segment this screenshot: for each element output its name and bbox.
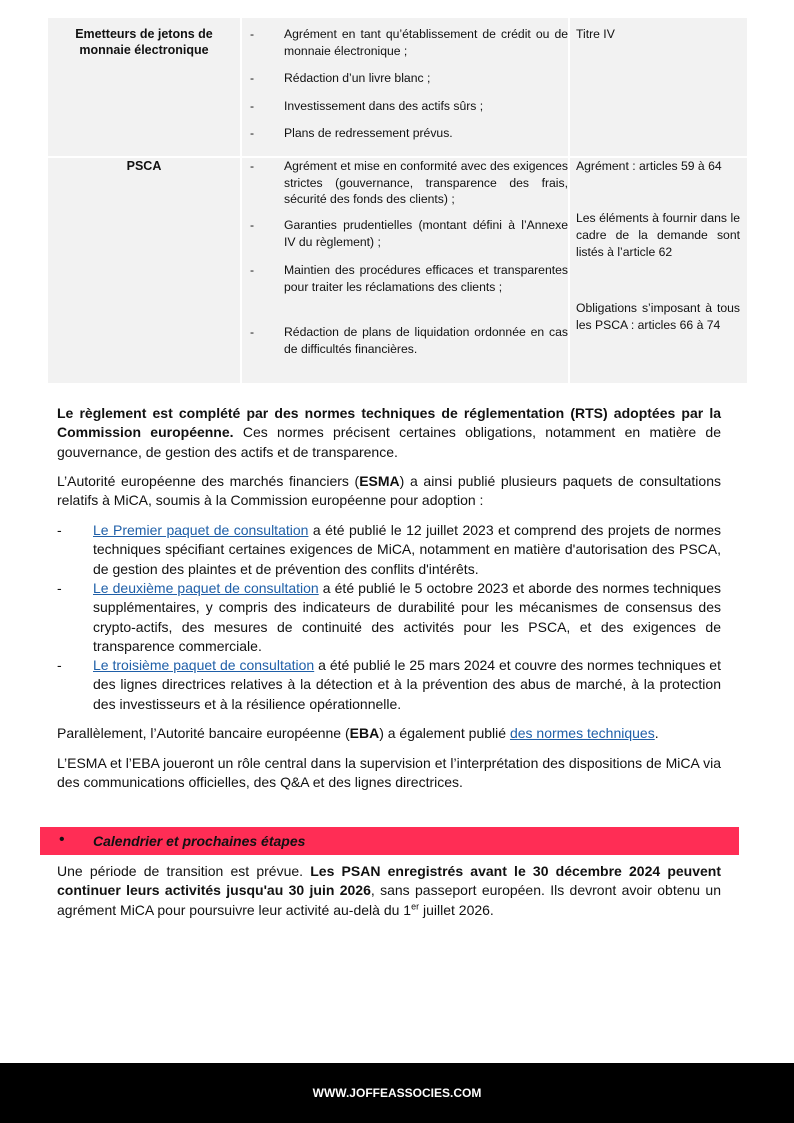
requirements-table: [48, 18, 747, 383]
row-category: Emetteurs de jetons de monnaie électronique: [75, 27, 213, 57]
row-reference: Les éléments à fournir dans le cadre de la demande sont listés à l’article 62: [576, 211, 740, 259]
table-row: [48, 18, 747, 156]
footer: [0, 1063, 794, 1123]
bullet-icon: •: [59, 831, 65, 848]
row-reference: Titre IV: [576, 27, 615, 41]
consultation-link-1[interactable]: Le Premier paquet de consultation: [93, 522, 309, 538]
paragraph-rts: [57, 404, 721, 462]
table-row: [48, 158, 747, 383]
paragraph-esma: L’Autorité européenne des marchés financiers (ESMA) a ainsi publié plusieurs paquets de consultations relatifs à MiCA, soumis à la Commission européenne pour adoption :: [57, 473, 721, 509]
row-reference: Agrément : articles 59 à 64: [576, 159, 722, 173]
paragraph-text: Ces normes précisent certaines obligations, notamment en matière de gouvernance, de gestion des actifs et de transparence.: [57, 424, 721, 460]
paragraph-supervision: L’ESMA et l’EBA joueront un rôle central dans la supervision et l’interprétation des dispositions de MiCA via des communications officielles, des Q&A et des lignes directrices.: [57, 755, 721, 791]
technical-standards-link[interactable]: des normes techniques: [509, 725, 655, 741]
row-category: PSCA: [126, 159, 162, 173]
section-heading: Calendrier et prochaines étapes: [93, 833, 306, 849]
bold-text: Le règlement est complété par des normes techniques de réglementation (RTS) adoptées par la Commission européenne.: [57, 405, 721, 441]
consultation-link-2[interactable]: Le deuxième paquet de consultation: [93, 580, 319, 596]
row-items: - Agrément en tant qu’établissement de crédit ou de monnaie électronique ; - Rédaction d’un livre blanc ; - Investissement dans des actifs sûrs ; - Plans de redressement prévus.: [250, 27, 568, 140]
consultation-link-3[interactable]: Le troisième paquet de consultation: [93, 657, 315, 673]
bold-text: EBA: [349, 725, 380, 741]
footer-website: WWW.JOFFEASSOCIES.COM: [312, 1086, 482, 1100]
section-banner: [40, 827, 739, 855]
bold-text: Les PSAN enregistrés avant le 30 décembre 2024 peuvent continuer leurs activités jusqu'au 30 juin 2026: [57, 863, 722, 899]
row-items: - Agrément et mise en conformité avec des exigences strictes (gouvernance, transparence des frais, sécurité des fonds des clients) ; - Garanties prudentielles (montant défini à l’Annexe IV du règlement) ; - Maintien des procédures efficaces et transparentes pour traiter les réclamations des clients ; - Rédaction de plans de liquidation ordonnée en cas de difficultés financières.: [250, 159, 568, 356]
bold-text: ESMA: [359, 473, 400, 489]
paragraph-eba: Parallèlement, l’Autorité bancaire européenne (EBA) a également publié des normes techniques.: [57, 725, 659, 741]
paragraph-transition: Une période de transition est prévue. Les PSAN enregistrés avant le 30 décembre 2024 peuvent continuer leurs activités jusqu'au 30 juin 2026, sans passeport européen. Ils devront avoir obtenu un agrément MiCA pour poursuivre leur activité au-delà du 1er juillet 2026.: [57, 863, 722, 918]
row-reference: Obligations s’imposant à tous les PSCA : articles 66 à 74: [576, 301, 740, 332]
